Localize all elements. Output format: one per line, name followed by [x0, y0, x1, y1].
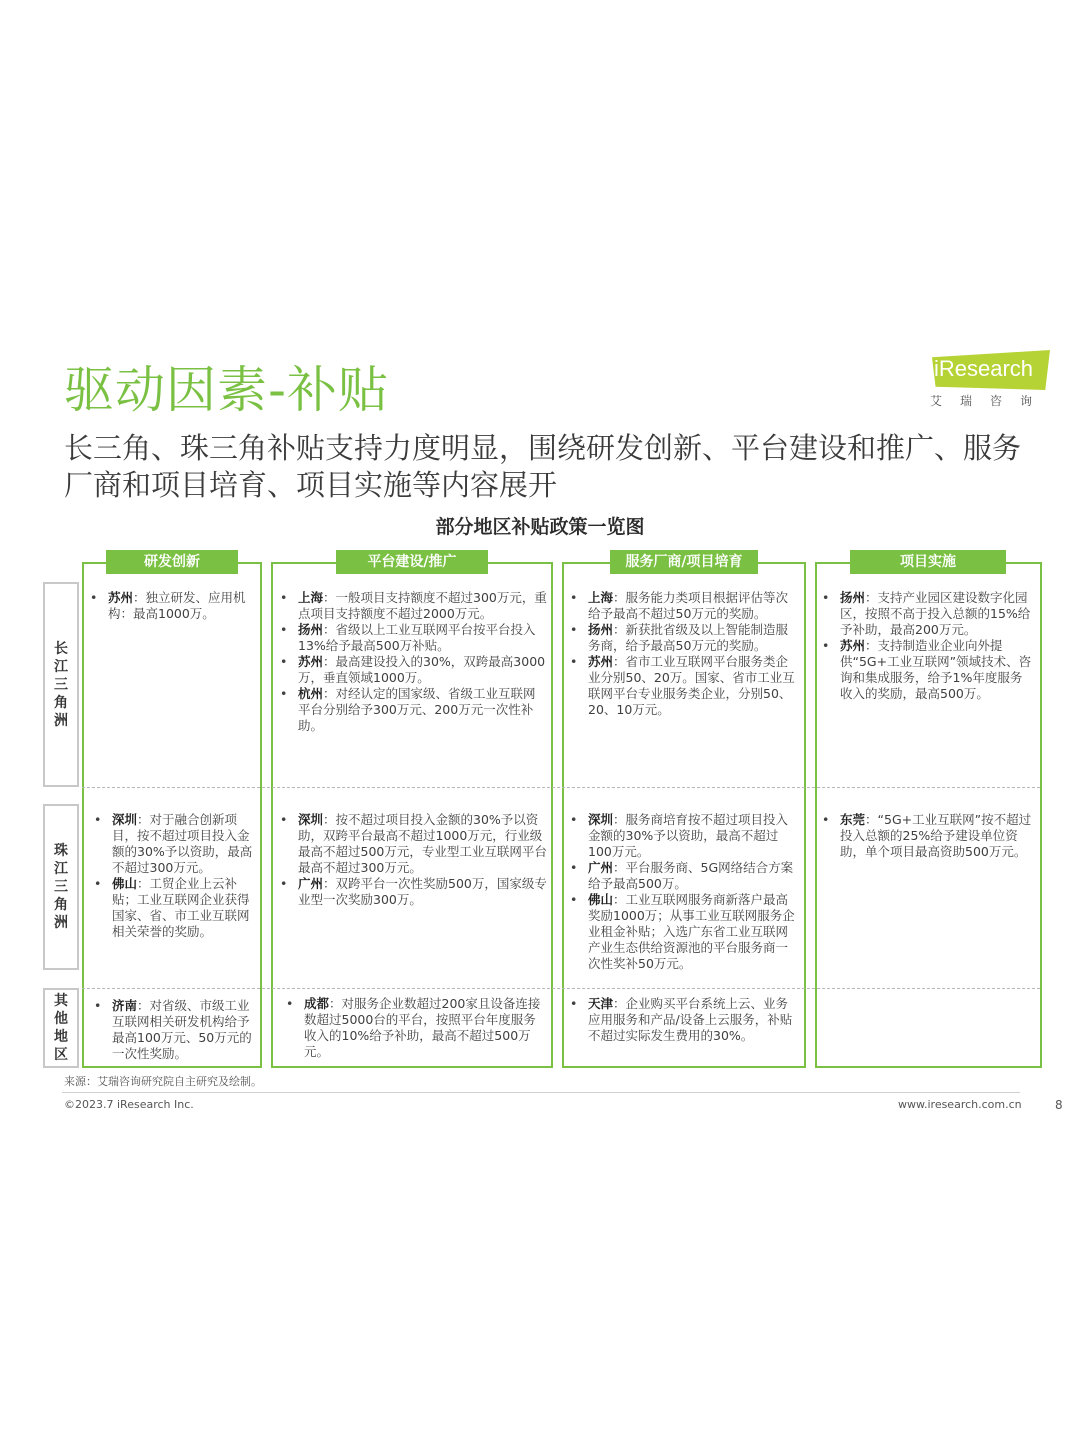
policy-city: 广州	[588, 860, 614, 875]
policy-text: ：企业购买平台系统上云、业务应用服务和产品/设备上云服务，补贴不超过实际发生费用的30%。	[588, 996, 793, 1043]
policy-text: ：新获批省级及以上智能制造服务商，给予最高50万元的奖励。	[588, 622, 789, 653]
policy-text: ：对于融合创新项目，按不超过项目投入金额的30%予以资助，最高不超过300万元。	[112, 812, 253, 875]
footer-copyright: ©2023.7 iResearch Inc.	[64, 1098, 194, 1111]
policy-item	[822, 638, 1034, 702]
page-subtitle: 长三角、珠三角补贴支持力度明显，围绕研发创新、平台建设和推广、服务厂商和项目培育、项目实施等内容展开	[64, 431, 1022, 502]
policy-item	[570, 622, 800, 654]
policy-text: ：工业互联网服务商新落户最高奖励1000万；从事工业互联网服务企业租金补贴；入选广东省工业互联网产业生态供给资源池的平台服务商一次性奖补50万元。	[588, 892, 795, 971]
cell-other-platform	[286, 996, 548, 1060]
policy-text: ：对经认定的国家级、省级工业互联网平台分别给予300万元、200万元一次性补助。	[298, 686, 536, 733]
policy-city: 扬州	[840, 590, 866, 605]
policy-item	[280, 622, 548, 654]
policy-city: 苏州	[108, 590, 134, 605]
policy-text: ：支持制造业企业向外提供“5G+工业互联网”领域技术、咨询和集成服务，给予1%年度服务收入的奖励，最高500万。	[840, 638, 1032, 701]
policy-item	[570, 996, 800, 1044]
policy-text: ：双跨平台一次性奖励500万，国家级专业型一次奖励300万。	[298, 876, 547, 907]
policy-list	[280, 812, 548, 908]
policy-city: 成都	[304, 996, 330, 1011]
policy-list	[822, 812, 1034, 860]
cell-pearl-implementation	[822, 812, 1034, 860]
policy-text: ：支持产业园区建设数字化园区，按照不高于投入总额的15%给予补助，最高200万元。	[840, 590, 1031, 637]
page-title: 驱动因素-补贴	[64, 361, 390, 419]
policy-list	[90, 590, 256, 622]
footer-divider	[62, 1092, 1020, 1093]
policy-item	[822, 590, 1034, 638]
policy-item	[570, 590, 800, 622]
policy-list	[280, 590, 548, 734]
policy-list	[286, 996, 548, 1060]
column-header-platform: 平台建设/推广	[336, 550, 488, 574]
policy-city: 上海	[298, 590, 324, 605]
policy-city: 佛山	[588, 892, 614, 907]
policy-list	[570, 812, 800, 972]
cell-yangtze-implementation	[822, 590, 1034, 702]
row-divider	[82, 988, 1040, 989]
policy-city: 苏州	[588, 654, 614, 669]
policy-item	[90, 590, 256, 622]
cell-pearl-service	[570, 812, 800, 972]
row-label-pearl	[43, 804, 79, 970]
policy-item	[94, 998, 256, 1062]
policy-list	[94, 812, 256, 940]
row-label-text: 长江三角洲	[54, 640, 68, 729]
policy-list	[94, 998, 256, 1062]
cell-yangtze-platform	[280, 590, 548, 734]
policy-item	[570, 892, 800, 972]
page-number: 8	[1055, 1098, 1063, 1112]
policy-text: ：独立研发、应用机构：最高1000万。	[108, 590, 246, 621]
policy-city: 扬州	[588, 622, 614, 637]
logo-text: iResearch	[934, 356, 1034, 381]
policy-city: 广州	[298, 876, 324, 891]
policy-text: ：对省级、市级工业互联网相关研发机构给予最高100万元、50万元的一次性奖励。	[112, 998, 252, 1061]
policy-city: 苏州	[840, 638, 866, 653]
policy-text: ：对服务企业数超过200家且设备连接数超过5000台的平台，按照平台年度服务收入的10%给予补助，最高不超过500万元。	[304, 996, 541, 1059]
policy-text: ：按不超过项目投入金额的30%予以资助，双跨平台最高不超过1000万元，行业级最高不超过500万元，专业型工业互联网平台最高不超过300万元。	[298, 812, 547, 875]
policy-item	[280, 590, 548, 622]
policy-text: ：服务商培育按不超过项目投入金额的30%予以资助，最高不超过100万元。	[588, 812, 789, 859]
policy-city: 杭州	[298, 686, 324, 701]
policy-city: 东莞	[840, 812, 866, 827]
policy-city: 天津	[588, 996, 614, 1011]
policy-city: 佛山	[112, 876, 138, 891]
policy-item	[570, 812, 800, 860]
cell-yangtze-research	[90, 590, 256, 622]
cell-pearl-platform	[280, 812, 548, 908]
policy-item	[570, 654, 800, 718]
footer-website[interactable]: www.iresearch.com.cn	[898, 1098, 1022, 1111]
policy-text: ：平台服务商、5G网络结合方案给予最高500万。	[588, 860, 794, 891]
policy-text: ：省市工业互联网平台服务类企业分别50、20万。国家、省市工业互联网平台专业服务类企业，分别50、20、10万元。	[588, 654, 795, 717]
row-divider	[82, 787, 1040, 788]
policy-city: 深圳	[588, 812, 614, 827]
policy-city: 济南	[112, 998, 138, 1013]
policy-item	[570, 860, 800, 892]
policy-text: ：一般项目支持额度不超过300万元，重点项目支持额度不超过2000万元。	[298, 590, 547, 621]
cell-other-service	[570, 996, 800, 1044]
row-label-text: 其他地区	[54, 993, 68, 1063]
row-label-other	[43, 988, 79, 1068]
policy-item	[280, 686, 548, 734]
policy-text: ：最高建设投入的30%，双跨最高3000万，垂直领域1000万。	[298, 654, 546, 685]
iresearch-logo	[926, 350, 1050, 412]
policy-text: ：服务能力类项目根据评估等次给予最高不超过50万元的奖励。	[588, 590, 789, 621]
cell-pearl-research	[94, 812, 256, 940]
column-header-implementation: 项目实施	[850, 550, 1006, 574]
policy-item	[280, 876, 548, 908]
policy-text: ：工贸企业上云补贴；工业互联网企业获得国家、省、市工业互联网相关荣誉的奖励。	[112, 876, 250, 939]
policy-text: ：“5G+工业互联网”按不超过投入总额的25%给予建设单位资助，单个项目最高资助500万元。	[840, 812, 1032, 859]
table-title: 部分地区补贴政策一览图	[435, 516, 645, 538]
policy-list	[570, 590, 800, 718]
policy-text: ：省级以上工业互联网平台按平台投入13%给予最高500万补贴。	[298, 622, 536, 653]
policy-city: 深圳	[298, 812, 324, 827]
policy-city: 苏州	[298, 654, 324, 669]
logo-subtext: 艾瑞咨询	[930, 394, 1051, 408]
policy-item	[280, 812, 548, 876]
policy-item	[94, 876, 256, 940]
policy-city: 扬州	[298, 622, 324, 637]
cell-other-research	[94, 998, 256, 1062]
column-header-research: 研发创新	[106, 550, 238, 574]
cell-yangtze-service	[570, 590, 800, 718]
policy-list	[570, 996, 800, 1044]
policy-item	[822, 812, 1034, 860]
column-header-service: 服务厂商/项目培育	[610, 550, 758, 574]
source-note: 来源：艾瑞咨询研究院自主研究及绘制。	[64, 1075, 262, 1088]
policy-item	[280, 654, 548, 686]
policy-item	[94, 812, 256, 876]
policy-city: 深圳	[112, 812, 138, 827]
row-label-yangtze	[43, 582, 79, 787]
policy-item	[286, 996, 548, 1060]
policy-list	[822, 590, 1034, 702]
policy-city: 上海	[588, 590, 614, 605]
row-label-text: 珠江三角洲	[54, 843, 68, 931]
